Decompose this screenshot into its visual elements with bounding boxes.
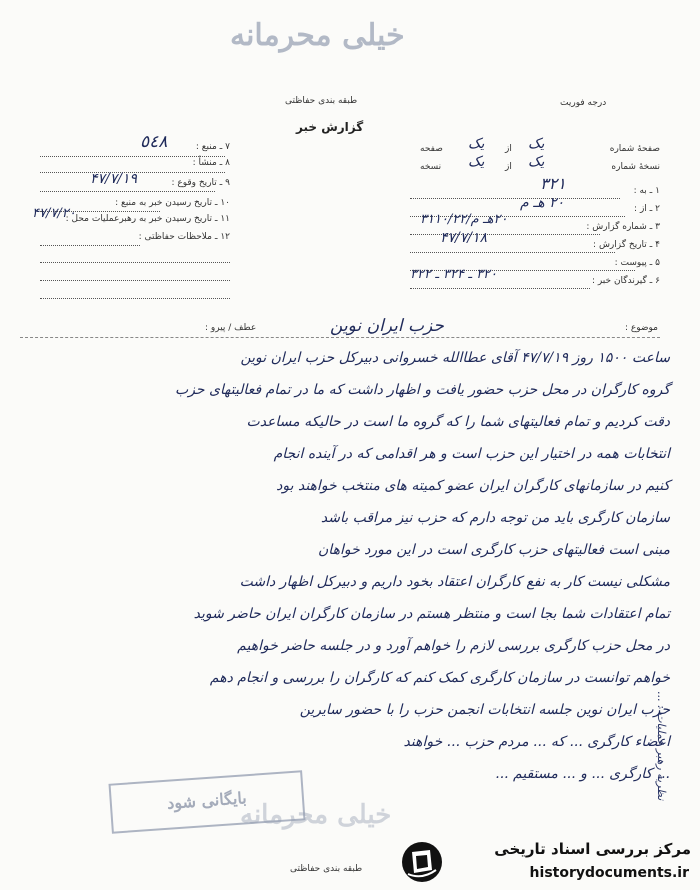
- field-report-date-value: ۴۷/۷/۱۸: [440, 230, 488, 246]
- subject-value: حزب ایران نوین: [330, 316, 444, 336]
- body-line: ... کارگری ... و ... مستقیم ...: [495, 766, 670, 782]
- body-line: اعضاء کارگری ... که ... مردم حزب ... خواهند: [403, 734, 670, 750]
- page-number-of: از: [505, 144, 512, 154]
- field-from-value: ۲۰ هـ م: [520, 195, 565, 211]
- copy-number-total: یک: [468, 154, 485, 170]
- copy-number-of: از: [505, 162, 512, 172]
- field-report-number-label: ۳ ـ شماره گزارش :: [586, 222, 660, 232]
- body-line: گروه کارگران در محل حزب حضور یافت و اظهار داشت که ما در تمام فعالیتهای حزب: [175, 382, 670, 398]
- archive-name: مرکز بررسی اسناد تاریخی: [494, 840, 691, 858]
- field-to-value: ۳۲۱: [540, 174, 566, 193]
- body-line: سازمان کارگری باید من توجه دارم که حزب نیز مراقب باشد: [320, 510, 670, 526]
- field-to-label: ۱ ـ به :: [633, 186, 660, 196]
- body-line: دقت کردیم و تمام فعالیتهای شما را که گروه ما است در حالیکه مساعدت: [246, 414, 670, 430]
- form-title: گزارش خبر: [296, 120, 364, 134]
- field-ops-receive-value: ۴۷/۷/۲۰: [32, 206, 76, 221]
- body-line: مشکلی نیست کار به نفع کارگران اعتقاد بخود داریم و دبیرکل اظهار داشت: [239, 574, 670, 590]
- field-report-number-value: ۲۰هـ م/۳۱۱۰/۲۲: [420, 212, 508, 227]
- archive-watermark: [400, 838, 695, 888]
- priority-label: درجه فوریت: [560, 98, 607, 108]
- field-recipients-label: ۶ ـ گیرندگان خبر :: [591, 276, 660, 286]
- reference-label: عطف / پیرو :: [205, 323, 257, 333]
- margin-note: نظریه رهبر عملیات : ...: [655, 690, 668, 800]
- body-line: ساعت ۱۵۰۰ روز ۴۷/۷/۱۹ آقای عطاالله خسروانی دبیرکل حزب ایران نوین: [240, 350, 670, 366]
- archive-logo-icon: [400, 840, 444, 884]
- body-line: حزب ایران نوین جلسه انتخابات انجمن حزب را با حضور سایرین: [299, 702, 670, 718]
- body-line: کنیم در سازمانهای کارگران ایران عضو کمیته های منتخب خواهند بود: [276, 478, 670, 494]
- field-source-value: ٥٤٨: [140, 132, 168, 152]
- field-recipients-value: ۳۲۰ ـ ۳۲۴ ـ ۳۲۲: [410, 267, 498, 282]
- protection-class-top: طبقه بندی حفاظتی: [285, 96, 358, 106]
- copy-number-value: یک: [528, 154, 545, 170]
- field-origin-label: ۸ ـ منشأ :: [192, 158, 230, 168]
- field-ops-receive-label: ۱۱ ـ تاریخ رسیدن خبر به رهبرعملیات محل :: [65, 214, 230, 224]
- field-from-label: ۲ ـ از :: [634, 204, 660, 214]
- body-line: مبنی است فعالیتهای حزب کارگری است در این مورد خواهان: [318, 542, 670, 558]
- subject-label: موضوع :: [624, 323, 658, 333]
- protection-class-bottom: طبقه بندی حفاظتی: [290, 864, 363, 874]
- copy-number-suffix: نسخه: [420, 162, 442, 172]
- field-source-label: ۷ ـ منبع :: [195, 142, 230, 152]
- field-security-notes-label: ۱۲ ـ ملاحظات حفاظتی :: [138, 232, 230, 242]
- archive-stamp-text: بایگانی شود: [166, 788, 248, 813]
- field-event-date-value: ۴۷/۷/۱۹: [90, 171, 138, 187]
- body-line: انتخابات همه در اختیار این حزب است و هر اقدامی که در آینده انجام: [273, 446, 670, 462]
- page-number-label: صفحهٔ شماره: [609, 144, 660, 154]
- field-attachment-label: ۵ ـ پیوست :: [614, 258, 660, 268]
- field-event-date-label: ۹ ـ تاریخ وقوع :: [171, 178, 230, 188]
- field-report-date-label: ۴ ـ تاریخ گزارش :: [593, 240, 660, 250]
- copy-number-label: نسخهٔ شماره: [611, 162, 660, 172]
- page-number-suffix: صفحه: [420, 144, 443, 154]
- page-number-value: یک: [528, 136, 545, 152]
- archive-url: historydocuments.ir: [529, 865, 689, 881]
- classification-stamp-bottom: خیلی محرمانه: [240, 800, 392, 830]
- classification-stamp-top: خیلی محرمانه: [230, 18, 405, 53]
- field-source-receive-label: ۱۰ ـ تاریخ رسیدن خبر به منبع :: [115, 198, 230, 208]
- page-number-total: یک: [468, 136, 485, 152]
- body-line: در محل حزب کارگری بررسی لازم را خواهم آورد و در جلسه حاضر خواهیم: [237, 638, 670, 654]
- body-line: خواهم توانست در سازمان کارگری کمک کنم که کارگران را بررسی و انجام دهم: [209, 670, 670, 686]
- body-line: تمام اعتقادات شما بجا است و منتظر هستم در سازمان کارگران ایران حاضر شوید: [193, 606, 670, 622]
